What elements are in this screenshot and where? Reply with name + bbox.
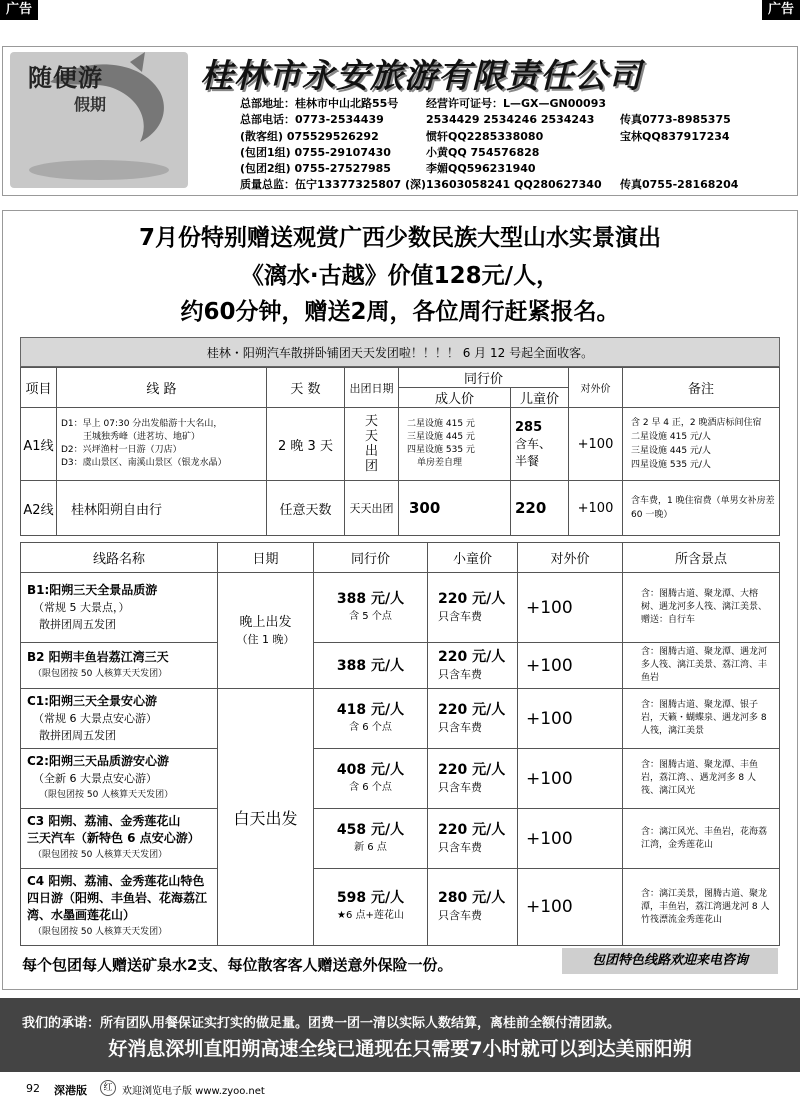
header-child: 小童价	[428, 543, 518, 573]
header-name: 线路名称	[21, 543, 218, 573]
price-line: 单房差自理	[417, 458, 463, 468]
price-note: 含 6 个点	[349, 721, 392, 733]
contact-row	[240, 177, 800, 193]
peer-price	[314, 643, 428, 689]
child-note: 只含车费	[438, 780, 482, 794]
line-sub: （限包团按 50 人核算天天发团）	[33, 668, 168, 679]
header-spots: 所含景点	[623, 543, 780, 573]
route-line: D2：兴坪渔村一日游（刀店）	[61, 445, 182, 455]
child-value: 220 元/人	[438, 821, 506, 838]
route-detail	[57, 408, 267, 481]
spots-cell: 含：图腾古道、聚龙潭、丰鱼岩，荔江湾、、遇龙河多 8 人筏、漓江风光	[623, 749, 780, 809]
edition-label: 深港版	[54, 1084, 87, 1097]
child-value: 220 元/人	[438, 590, 506, 607]
price-note: 含 6 个点	[349, 781, 392, 793]
contact-cell: (散客组) 075529526292	[240, 129, 379, 143]
remark-line: 含 2 早 4 正，2 晚酒店标间住宿	[631, 418, 762, 428]
spots-cell: 含：漓江美景，图腾古道、聚龙潭，丰鱼岩，荔江湾遇龙河 8 人竹筏漂流金秀莲花山	[623, 869, 780, 946]
contact-cell: (包团1组) 0755-29107430	[240, 145, 391, 159]
spots-cell: 含：图腾古道、聚龙潭、银子岩，天籁・蝴蝶泉、遇龙河多 8 人筏，漓江美景	[623, 689, 780, 749]
line-title: C4 阳朔、荔浦、金秀莲花山特色四日游（阳朔、丰鱼岩、花海荔江湾、水墨画莲花山）	[27, 874, 208, 922]
table-row	[21, 689, 780, 749]
external-price: +100	[518, 869, 623, 946]
contact-cell: 总部地址：桂林市中山北路55号	[240, 97, 399, 110]
contact-row	[240, 96, 800, 112]
ad-label-left: 广告	[0, 0, 38, 20]
child-value: 220 元/人	[438, 701, 506, 718]
line-title: B1:阳朔三天全景品质游	[27, 583, 158, 597]
line-name	[21, 573, 218, 643]
headline-line-2: 《漓水·古越》价值128元/人，	[240, 263, 560, 289]
headline-line-1: 7月份特别赠送观赏广西少数民族大型山水实景演出	[138, 225, 661, 251]
contact-cell: 小黄QQ 754576828	[426, 145, 540, 159]
line-title: B2 阳朔丰鱼岩荔江湾三天	[27, 649, 169, 664]
price-value: 388 元/人	[336, 590, 405, 607]
line-name	[21, 809, 218, 869]
table-row	[21, 481, 780, 536]
external-price: +100	[569, 481, 623, 536]
line-title: C1:阳朔三天全景安心游	[27, 694, 157, 708]
line-title: C3 阳朔、荔浦、金秀莲花山	[27, 814, 181, 828]
header-adult: 成人价	[399, 388, 511, 408]
contact-cell: 2534429 2534246 2534243	[426, 113, 595, 127]
header-external: 对外价	[518, 543, 623, 573]
contact-cell: 质量总监：伍宁13377325807 (深)	[240, 178, 427, 192]
line-sub: （限包团按 50 人核算天天发团）	[33, 927, 168, 937]
line-name	[21, 689, 218, 749]
depart-char: 天	[364, 414, 378, 429]
contact-row	[240, 161, 800, 177]
remark-line: 二星设施 415 元/人	[631, 432, 711, 442]
header-peer: 同行价	[314, 543, 428, 573]
child-note: 只含车费	[438, 609, 482, 623]
child-note: 半餐	[515, 453, 540, 468]
child-note: 只含车费	[438, 909, 482, 922]
child-note: 含车、	[515, 436, 552, 451]
adult-price: 300	[399, 481, 511, 536]
line-sub: 三天汽车（新特色 6 点安心游）	[27, 831, 200, 845]
route-depart	[345, 408, 399, 481]
header-days: 天 数	[267, 368, 345, 408]
route-days: 2 晚 3 天	[267, 408, 345, 481]
price-note: 新 6 点	[354, 841, 387, 853]
spots-cell: 含：漓江风光、丰鱼岩，花海荔江湾，金秀莲花山	[623, 809, 780, 869]
header-external: 对外价	[569, 368, 623, 408]
child-value: 280 元/人	[438, 890, 506, 906]
depart-char: 天	[364, 429, 378, 444]
price-note: 含 5 个点	[349, 610, 392, 622]
departure-note: （住 1 晚）	[236, 632, 295, 646]
price-value: 598 元/人	[336, 890, 405, 906]
route-line: 王城独秀峰（进茗坊、地矿）	[83, 432, 201, 442]
evening-departure	[218, 573, 314, 689]
line-sub: （全新 6 大景点安心游）	[33, 772, 157, 785]
company-name: 桂林市永安旅游有限责任公司	[200, 56, 642, 95]
yangshuo-tour-table	[20, 542, 780, 946]
notice-banner: 桂林・阳朔汽车散拼卧铺团天天发团啦！！！！ 6 月 12 号起全面收客。	[20, 337, 780, 367]
external-price: +100	[518, 809, 623, 869]
child-price: 220	[511, 481, 569, 536]
price-note: ★6 点+莲花山	[337, 910, 404, 921]
child-note: 只含车费	[438, 720, 482, 734]
contact-cell: (包团2组) 0755-27527985	[240, 162, 391, 176]
price-value: 388 元/人	[336, 657, 405, 674]
header-depart: 出团日期	[345, 368, 399, 408]
peer-price	[314, 869, 428, 946]
line-sub: （限包团按 50 人核算天天发团）	[33, 850, 168, 860]
child-value: 220 元/人	[438, 761, 506, 778]
contact-block	[240, 96, 800, 194]
price-value: 408 元/人	[336, 761, 405, 778]
price-line: 三星设施 445 元	[407, 432, 475, 442]
external-price: +100	[518, 689, 623, 749]
price-value: 418 元/人	[336, 701, 405, 718]
header-date: 日期	[218, 543, 314, 573]
child-price	[428, 869, 518, 946]
peer-price	[314, 689, 428, 749]
price-line: 四星设施 535 元	[407, 445, 475, 455]
header-child: 儿童价	[511, 388, 569, 408]
child-price	[428, 689, 518, 749]
line-name	[21, 749, 218, 809]
table-row	[21, 573, 780, 643]
depart-char: 团	[364, 459, 378, 474]
line-sub: （常规 5 大景点，）	[33, 601, 130, 614]
contact-cell: 传真0755-28168204	[620, 178, 739, 192]
external-price: +100	[569, 408, 623, 481]
contact-cell: 李媚QQ596231940	[426, 162, 536, 176]
route-line: D3：虞山景区、南溪山景区（银龙水晶）	[61, 458, 227, 468]
departure-label: 晚上出发	[239, 614, 292, 630]
route-code: A1线	[21, 408, 57, 481]
line-sub: （限包团按 50 人核算天天发团）	[39, 790, 174, 800]
child-price	[428, 809, 518, 869]
remark-line: 三星设施 445 元/人	[631, 446, 711, 456]
external-price: +100	[518, 643, 623, 689]
footer-promise: 我们的承诺：所有团队用餐保证实打实的做足量。团费一团一清以实际人数结算，离桂前全额付清团款。	[22, 1016, 621, 1031]
contact-row	[240, 112, 800, 128]
header-item: 项目	[21, 368, 57, 408]
child-note: 只含车费	[438, 667, 482, 681]
footer-news: 好消息深圳直阳朔高速全线已通现在只需要7小时就可以到达美丽阳朔	[108, 1038, 692, 1060]
contact-cell: 宝林QQ837917234	[620, 129, 730, 143]
table-header-row	[21, 543, 780, 573]
contact-row	[240, 129, 800, 145]
ad-label-right: 广告	[762, 0, 800, 20]
external-price: +100	[518, 573, 623, 643]
spots-cell: 含：图腾古道、聚龙潭、遇龙河多人筏、漓江美景、荔江湾、丰鱼岩	[623, 643, 780, 689]
peer-price	[314, 573, 428, 643]
table-row	[21, 809, 780, 869]
route-days: 任意天数	[267, 481, 345, 536]
adult-price	[399, 408, 511, 481]
route-code: A2线	[21, 481, 57, 536]
line-sub: 散拼团周五发团	[39, 729, 116, 742]
child-price	[511, 408, 569, 481]
table-row	[21, 408, 780, 481]
child-value: 220 元/人	[438, 648, 506, 665]
price-value: 458 元/人	[336, 821, 405, 838]
line-name	[21, 869, 218, 946]
child-note: 只含车费	[438, 840, 482, 854]
contact-cell: 传真0773-8985375	[620, 113, 731, 127]
peer-price	[314, 749, 428, 809]
table-header-row	[21, 368, 780, 388]
child-price	[428, 573, 518, 643]
peer-price	[314, 809, 428, 869]
price-line: 二星设施 415 元	[407, 419, 475, 429]
promo-tag: 包团特色线路欢迎来电咨询	[562, 948, 778, 974]
contact-cell: 经营许可证号：L—GX—GN00093	[426, 97, 607, 110]
contact-cell: 惯轩QQ2285338080	[426, 129, 544, 143]
spots-cell: 含：图腾古道、聚龙潭、大榕树、遇龙河多人筏、漓江美景、赠送：自行车	[623, 573, 780, 643]
child-value: 285	[515, 419, 543, 435]
line-sub: （常规 6 大景点安心游）	[33, 712, 157, 725]
header-route: 线 路	[57, 368, 267, 408]
remark-cell: 含车费，1 晚住宿费（单男女补房差 60 一晚）	[623, 481, 780, 536]
remark-line: 四星设施 535 元/人	[631, 460, 711, 470]
header-remark: 备注	[623, 368, 780, 408]
daytime-departure: 白天出发	[218, 689, 314, 946]
child-price	[428, 749, 518, 809]
line-sub: 散拼团周五发团	[39, 618, 116, 631]
headline-line-3: 约60分钟，赠送2周，各位周行赶紧报名。	[180, 299, 620, 325]
line-name	[21, 643, 218, 689]
external-price: +100	[518, 749, 623, 809]
route-line: D1：早上 07:30 分出发船游十大名山，	[61, 419, 223, 429]
site-link[interactable]: 欢迎浏览电子版 www.zyoo.net	[122, 1086, 265, 1097]
table-row	[21, 643, 780, 689]
sleeper-tour-table	[20, 367, 780, 536]
remark-cell	[623, 408, 780, 481]
contact-cell: 13603058241 QQ280627340	[426, 178, 602, 192]
line-title: C2:阳朔三天品质游安心游	[27, 754, 169, 768]
promo-text: 每个包团每人赠送矿泉水2支、每位散客客人赠送意外保险一份。	[22, 956, 453, 974]
child-price	[428, 643, 518, 689]
contact-row	[240, 145, 800, 161]
page-number: 92	[26, 1082, 40, 1095]
table-row	[21, 749, 780, 809]
depart-char: 出	[364, 444, 378, 459]
table-row	[21, 869, 780, 946]
route-detail: 桂林阳朔自由行	[57, 481, 267, 536]
logo-brand: 随便游	[28, 63, 103, 92]
contact-cell: 总部电话：0773-2534439	[240, 113, 384, 127]
edition-icon: 红	[100, 1080, 116, 1096]
header-peer: 同行价	[399, 368, 569, 388]
route-depart: 天天出团	[345, 481, 399, 536]
logo-sub: 假期	[74, 95, 107, 114]
